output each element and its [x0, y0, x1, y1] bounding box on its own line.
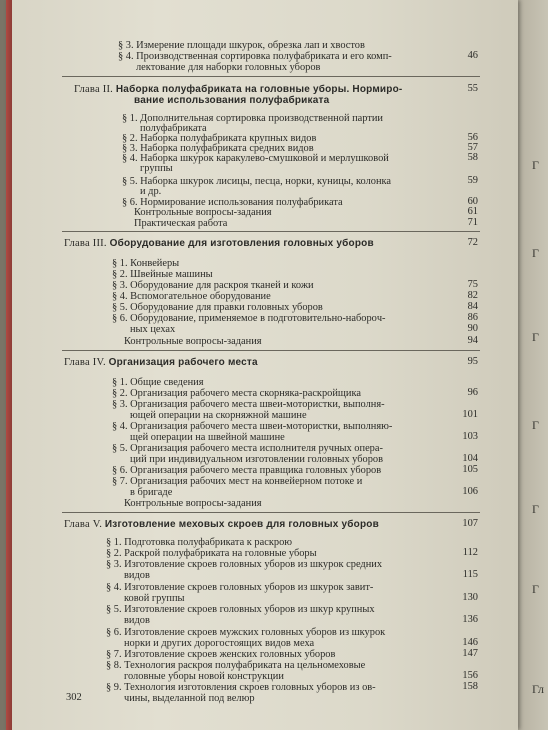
toc-entry-text: ющей операции на скорняжной машине [130, 410, 307, 421]
toc-entry-text: § 4. Наборка шкурок каракулево-смушковой и мерлушковой [122, 153, 389, 164]
facing-page-letter: Г [532, 158, 539, 172]
toc-entry-text: в бригаде [130, 487, 173, 498]
toc-page-number: 46 [467, 50, 478, 61]
toc-entry [124, 671, 284, 682]
toc-entry-text: § 2. Организация рабочего места скорняка-раскройщика [112, 388, 361, 399]
toc-entry [136, 62, 320, 73]
toc-page-number: 104 [462, 453, 478, 464]
chapter-title: Организация рабочего места [108, 357, 258, 368]
toc-entry [134, 207, 272, 218]
toc-entry-text: щей операции на швейной машине [130, 432, 285, 443]
toc-entry [140, 163, 173, 174]
chapter-title: вание использования полуфабриката [134, 95, 330, 106]
facing-page-letter: Г [532, 418, 539, 432]
toc-entry [124, 615, 150, 626]
toc-entry-text: чины, выделанной под велюр [124, 693, 255, 704]
toc-page-number: 136 [462, 614, 478, 625]
toc-entry-text: Контрольные вопросы-задания [124, 498, 262, 509]
toc-page-number: 59 [467, 175, 478, 186]
toc-entry-text: § 6. Нормирование использования полуфабриката [122, 197, 343, 208]
toc-entry [130, 487, 172, 498]
toc-page-number: 72 [467, 237, 478, 248]
toc-entry-text: § 3. Измерение площади шкурок, обрезка лап и хвостов [118, 40, 365, 51]
facing-page-edge [518, 0, 548, 730]
toc-page-number: 146 [462, 637, 478, 648]
toc-entry [118, 51, 392, 62]
chapter-rule [62, 231, 480, 232]
page-number: 302 [66, 692, 82, 703]
toc-page-number: 101 [462, 409, 478, 420]
toc-entry-text: и др. [140, 186, 162, 197]
toc-page-number: 95 [467, 356, 478, 367]
toc-entry-text: § 1. Дополнительная сортировка производственной партии [122, 113, 383, 124]
toc-entry [140, 186, 161, 197]
toc-entry [130, 324, 175, 335]
toc-entry-text: § 3. Изготовление скроев головных уборов из шкурок средних [106, 559, 383, 570]
chapter-rule [62, 76, 480, 77]
toc-page-number: 82 [467, 290, 478, 301]
toc-entry [112, 388, 361, 399]
toc-entry-text: полуфабриката [140, 123, 207, 134]
toc-entry-text: § 6. Организация рабочего места правщика головных уборов [112, 465, 382, 476]
toc-entry-text: ковой группы [124, 593, 185, 604]
toc-page-number: 106 [462, 486, 478, 497]
toc-entry [112, 443, 383, 454]
toc-page-number: 96 [467, 387, 478, 398]
toc-entry-text: ных цехах [130, 324, 176, 335]
chapter-rule [62, 512, 480, 513]
chapter-title: Изготовление меховых скроев для головных уборов [104, 519, 379, 530]
toc-page-number: 147 [462, 648, 478, 659]
toc-entry [130, 410, 307, 421]
toc-entry-text: § 5. Наборка шкурок лисицы, песца, норки, куницы, колонка [122, 176, 392, 187]
toc-entry-text: § 1. Общие сведения [112, 377, 204, 388]
toc-entry-text: лектование для наборки головных уборов [136, 62, 321, 73]
toc-entry-text: видов [124, 615, 150, 626]
toc-page-number: 105 [462, 464, 478, 475]
toc-page-number: 130 [462, 592, 478, 603]
toc-entry [112, 377, 203, 388]
toc-entry-text: § 2. Наборка полуфабриката крупных видов [122, 133, 317, 144]
toc-entry-text: § 2. Швейные машины [112, 269, 213, 280]
toc-entry-text: Контрольные вопросы-задания [134, 207, 272, 218]
toc-entry [106, 682, 376, 693]
chapter-title: Оборудование для изготовления головных уборов [109, 238, 374, 249]
toc-entry [124, 570, 150, 581]
toc-entry-text: группы [140, 163, 173, 174]
toc-page-number: 84 [467, 301, 478, 312]
toc-page-number: 71 [467, 217, 478, 228]
toc-entry-text: § 6. Изготовление скроев мужских головных уборов из шкурок [106, 627, 386, 638]
toc-page-number: 156 [462, 670, 478, 681]
toc-page-number: 55 [467, 83, 478, 94]
chapter-title: Наборка полуфабриката на головные уборы. Нормиро- [115, 84, 403, 95]
toc-entry [124, 498, 262, 509]
toc-entry-text: § 3. Организация рабочего места швеи-мотористки, выполня- [112, 399, 385, 410]
book-page [6, 0, 518, 730]
toc-entry [106, 604, 375, 615]
toc-page-number: 56 [467, 132, 478, 143]
toc-entry-text: видов [124, 570, 150, 581]
toc-entry-text: § 2. Раскрой полуфабриката на головные уборы [106, 548, 317, 559]
toc-entry [124, 638, 314, 649]
page-edge-red [6, 0, 12, 730]
toc-page-number: 90 [467, 323, 478, 334]
toc-entry [112, 399, 385, 410]
toc-entry [106, 649, 335, 660]
toc-entry-text: § 1. Подготовка полуфабриката к раскрою [106, 537, 293, 548]
toc-entry-text: § 1. Конвейеры [112, 258, 180, 269]
toc-entry-text: § 7. Изготовление скроев женских головных уборов [106, 649, 336, 660]
toc-entry-text: § 7. Организация рабочих мест на конвейерном потоке и [112, 476, 363, 487]
toc-entry-text: § 4. Производственная сортировка полуфабриката и его комп- [118, 51, 392, 62]
toc-entry [112, 302, 323, 313]
toc-entry [106, 582, 373, 593]
toc-entry-text: § 4. Организация рабочего места швеи-мотористки, выполняю- [112, 421, 393, 432]
toc-entry-text: § 3. Оборудование для раскроя тканей и кожи [112, 280, 314, 291]
facing-page-letter: Г [532, 502, 539, 516]
toc-entry-text: § 5. Оборудование для правки головных уборов [112, 302, 323, 313]
toc-page-number: 103 [462, 431, 478, 442]
toc-entry [112, 313, 386, 324]
toc-entry-text: Глава II. [74, 84, 116, 95]
toc-entry-text: Практическая работа [134, 218, 228, 229]
toc-entry [106, 559, 382, 570]
toc-entry-text: § 4. Вспомогательное оборудование [112, 291, 271, 302]
toc-entry [106, 660, 365, 671]
toc-entry [112, 258, 179, 269]
toc-page-number: 115 [462, 569, 478, 580]
toc-entry [122, 176, 391, 187]
toc-entry [124, 336, 262, 347]
toc-page-number: 60 [467, 196, 478, 207]
toc-entry [106, 627, 385, 638]
toc-page-number: 94 [467, 335, 478, 346]
chapter-rule [62, 350, 480, 351]
facing-page-letter: Гл [532, 682, 545, 696]
chapter-heading [64, 357, 258, 368]
toc-entry [130, 454, 383, 465]
toc-entry [106, 548, 317, 559]
toc-entry [112, 476, 362, 487]
toc-entry-text: Глава V. [64, 519, 105, 530]
facing-page-letter: Г [532, 330, 539, 344]
toc-page-number: 107 [462, 518, 478, 529]
toc-entry [130, 432, 285, 443]
toc-entry [118, 40, 365, 51]
toc-entry-text: головные уборы новой конструкции [124, 671, 284, 682]
toc-entry [112, 421, 392, 432]
toc-entry [124, 693, 255, 704]
toc-page-number: 86 [467, 312, 478, 323]
chapter-heading [64, 519, 379, 530]
toc-entry-text: § 6. Оборудование, применяемое в подготовительно-наборoч- [112, 313, 386, 324]
toc-entry-text: § 3. Наборка полуфабриката средних видов [122, 143, 314, 154]
toc-entry [106, 537, 292, 548]
toc-entry [112, 465, 381, 476]
toc-entry-text: Глава III. [64, 238, 110, 249]
chapter-heading [134, 95, 329, 106]
toc-page-number: 112 [462, 547, 478, 558]
toc-entry-text: ций при индивидуальном изготовлении головных уборов [130, 454, 384, 465]
toc-page-number: 158 [462, 681, 478, 692]
toc-entry-text: норки и других дорогостоящих видов меха [124, 638, 315, 649]
toc-entry-text: Контрольные вопросы-задания [124, 336, 262, 347]
toc-entry [112, 269, 213, 280]
toc-entry [124, 593, 185, 604]
toc-page-number: 57 [467, 142, 478, 153]
toc-page-number: 75 [467, 279, 478, 290]
toc-entry-text: § 9. Технология изготовления скроев головных уборов из ов- [106, 682, 376, 693]
toc-page-number: 58 [467, 152, 478, 163]
toc-entry-text: Глава IV. [64, 357, 109, 368]
toc-entry [112, 280, 314, 291]
toc-page-number: 61 [467, 206, 478, 217]
toc-entry-text: § 4. Изготовление скроев головных уборов из шкурок завит- [106, 582, 374, 593]
toc-entry-text: § 5. Организация рабочего места исполнителя ручных опера- [112, 443, 383, 454]
toc-entry-text: § 5. Изготовление скроев головных уборов из шкур крупных [106, 604, 375, 615]
toc-entry [112, 291, 271, 302]
facing-page-letter: Г [532, 582, 539, 596]
toc-entry [134, 218, 227, 229]
chapter-heading [64, 238, 374, 249]
facing-page-letter: Г [532, 246, 539, 260]
toc-entry-text: § 8. Технология раскроя полуфабриката на цельномеховые [106, 660, 366, 671]
chapter-heading [74, 84, 402, 95]
